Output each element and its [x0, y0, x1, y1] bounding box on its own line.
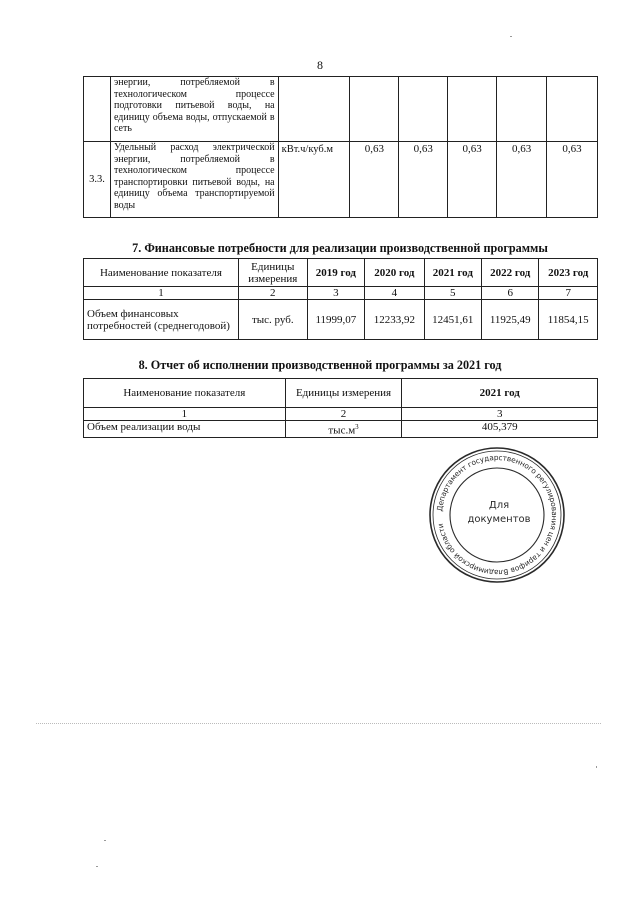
- value-cell: 11999,07: [307, 300, 364, 340]
- column-header: 2023 год: [539, 259, 598, 287]
- scan-speck: [596, 766, 597, 768]
- value-cell: [497, 77, 547, 142]
- section-8-heading: 8. Отчет об исполнении производственной программы за 2021 год: [138, 358, 502, 372]
- table-row: [84, 300, 598, 340]
- row-number-cell: 3.3.: [84, 142, 111, 218]
- column-index-row: [84, 287, 598, 300]
- unit-text: тыс.м: [328, 424, 356, 437]
- value-cell: 12233,92: [365, 300, 425, 340]
- indicator-description: энергии, потребляемой в технологическом процессе подготовки питьевой воды, на единицу объема воды, отпускаемой в сеть: [110, 77, 278, 142]
- unit-cell: [285, 421, 402, 438]
- column-header: 2021 год: [424, 259, 481, 287]
- index-cell: 6: [482, 287, 539, 300]
- column-header: 2020 год: [365, 259, 425, 287]
- column-header: 2021 год: [402, 379, 598, 408]
- unit-cell: [278, 77, 350, 142]
- value-cell: 12451,61: [424, 300, 481, 340]
- index-cell: 1: [84, 287, 239, 300]
- column-header: Наименование показателя: [84, 379, 286, 408]
- stamp-ring-text: Департамент государственного регулирования цен и тарифов Владимирской области: [435, 452, 560, 578]
- program-execution-table: [83, 378, 598, 438]
- unit-cell: тыс. руб.: [238, 300, 307, 340]
- value-cell: 0,63: [547, 142, 598, 218]
- official-stamp: [427, 445, 567, 585]
- index-cell: 1: [84, 408, 286, 421]
- value-cell: [448, 77, 497, 142]
- value-cell: [547, 77, 598, 142]
- index-cell: 5: [424, 287, 481, 300]
- value-cell: [399, 77, 448, 142]
- column-header: 2019 год: [307, 259, 364, 287]
- index-cell: 2: [238, 287, 307, 300]
- scan-speck: [510, 36, 512, 37]
- indicator-name: Объем реализации воды: [84, 421, 286, 438]
- table-row: [84, 421, 598, 438]
- table-row: [84, 77, 598, 142]
- index-cell: 7: [539, 287, 598, 300]
- value-cell: [350, 77, 399, 142]
- index-cell: 3: [402, 408, 598, 421]
- value-cell: 11854,15: [539, 300, 598, 340]
- row-number-cell: [84, 77, 111, 142]
- value-cell: 405,379: [402, 421, 598, 438]
- scan-dotted-line: [36, 723, 601, 727]
- value-cell: 11925,49: [482, 300, 539, 340]
- table-header-row: [84, 259, 598, 287]
- index-cell: 4: [365, 287, 425, 300]
- stamp-center-line1: Для: [488, 500, 510, 511]
- column-index-row: [84, 408, 598, 421]
- scan-speck: [96, 866, 98, 867]
- value-cell: 0,63: [448, 142, 497, 218]
- column-header: Единицы измерения: [285, 379, 402, 408]
- page-number: 8: [317, 58, 323, 72]
- column-header: Наименование показателя: [84, 259, 239, 287]
- value-cell: 0,63: [350, 142, 399, 218]
- column-header: Единицы измерения: [238, 259, 307, 287]
- value-cell: 0,63: [497, 142, 547, 218]
- table-header-row: [84, 379, 598, 408]
- table-row: [84, 142, 598, 218]
- index-cell: 3: [307, 287, 364, 300]
- scan-speck: [104, 840, 106, 841]
- unit-cell: кВт.ч/куб.м: [278, 142, 350, 218]
- section-7-heading: 7. Финансовые потребности для реализации производственной программы: [132, 241, 548, 255]
- column-header: 2022 год: [482, 259, 539, 287]
- stamp-center-line2: документов: [467, 514, 531, 525]
- indicator-name: Объем финансовых потребностей (среднегодовой): [84, 300, 239, 340]
- financial-needs-table: [83, 258, 598, 340]
- indicator-description: Удельный расход электрической энергии, потребляемой в технологическом процессе транспортировки питьевой воды, на единицу объема транспортируемой воды: [110, 142, 278, 218]
- indicators-table-continued: [83, 76, 598, 218]
- index-cell: 2: [285, 408, 402, 421]
- value-cell: 0,63: [399, 142, 448, 218]
- unit-superscript: 3: [355, 423, 359, 431]
